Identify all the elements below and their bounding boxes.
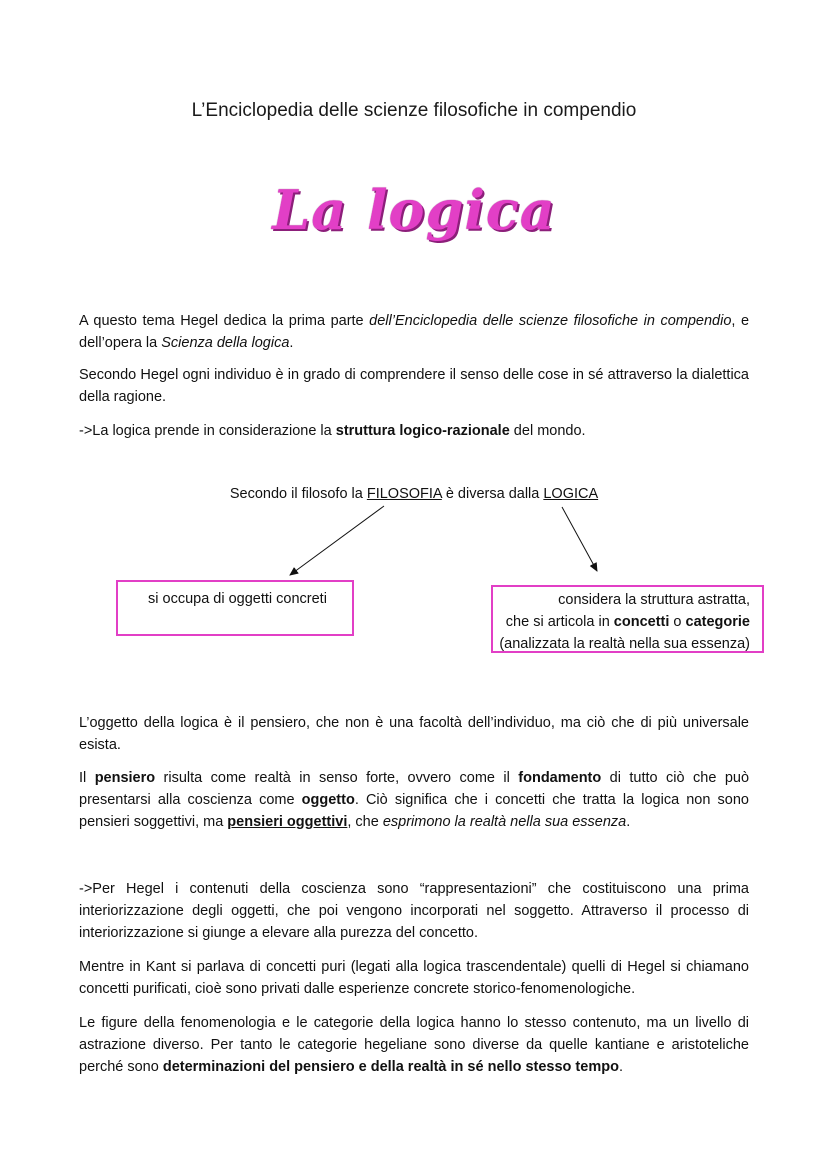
text-run: che si articola in bbox=[505, 614, 614, 630]
text-run: Il bbox=[79, 770, 95, 786]
logica-box-line-1: considera la struttura astratta, bbox=[558, 592, 750, 608]
body-paragraph-1: L’oggetto della logica è il pensiero, che non è una facoltà dell’individuo, ma ciò che di più universale esista. bbox=[79, 715, 749, 753]
logica-box-line-2 bbox=[497, 611, 750, 633]
body-paragraph-4: Mentre in Kant si parlava di concetti puri (legati alla logica trascendentale) quelli di Hegel si chiamano concetti purificati, cioè sono privati dalle esperienze concrete storico-fenomenologiche. bbox=[79, 959, 749, 997]
body-paragraph-3: ->Per Hegel i contenuti della coscienza sono “rappresentazioni” che costituiscono una prima interiorizzazione degli oggetti, che poi vengono incorporati nel soggetto. Attraverso il processo di interiorizzazione si giunge a elevare alla purezza del concetto. bbox=[79, 881, 749, 941]
text-run: del mondo. bbox=[509, 423, 586, 439]
text-run: , che bbox=[347, 814, 383, 830]
filosofia-term: FILOSOFIA bbox=[366, 486, 442, 502]
intro-paragraph-3 bbox=[79, 420, 749, 442]
text-run: o bbox=[669, 614, 686, 630]
bold-underlined-run: pensieri oggettivi bbox=[227, 814, 348, 830]
document-title: L’Enciclopedia delle scienze filosofiche in compendio bbox=[191, 100, 637, 121]
hero-title: La logica bbox=[272, 178, 556, 242]
intro-paragraph-1 bbox=[79, 310, 749, 354]
logica-box-line-3: (analizzata la realtà nella sua essenza) bbox=[499, 636, 750, 652]
text-run: , e dell’opera la bbox=[79, 313, 750, 351]
intro-paragraph-2: Secondo Hegel ogni individuo è in grado di comprendere il senso delle cose in sé attraverso la dialettica della ragione. bbox=[79, 367, 749, 405]
bold-run: oggetto bbox=[301, 792, 355, 808]
logica-term: LOGICA bbox=[543, 486, 599, 502]
italic-run: Scienza della logica bbox=[161, 335, 290, 351]
text-run: Secondo il filosofo la bbox=[229, 486, 367, 502]
text-run: A questo tema Hegel dedica la prima parte bbox=[79, 313, 370, 329]
italic-run: esprimono la realtà nella sua essenza bbox=[382, 814, 627, 830]
bold-run: determinazioni del pensiero e della realtà in sé nello stesso tempo bbox=[162, 1059, 619, 1075]
body-paragraph-5 bbox=[79, 1012, 749, 1078]
bold-run: struttura logico-razionale bbox=[335, 423, 510, 439]
text-run: Le figure della fenomenologia e le categorie della logica hanno lo stesso contenuto, ma un livello di astrazione diverso. Per tanto le categorie hegeliane sono diverse da quelle kantiane e aristoteliche perché sono bbox=[79, 1015, 749, 1075]
diagram-heading bbox=[0, 486, 828, 502]
arrow-logica bbox=[562, 507, 597, 571]
filosofia-box bbox=[116, 580, 354, 636]
bold-run: fondamento bbox=[518, 770, 602, 786]
filosofia-box-text: si occupa di oggetti concreti bbox=[148, 591, 327, 607]
text-run: . bbox=[289, 335, 294, 351]
arrow-filosofia bbox=[290, 506, 384, 575]
text-run: risulta come realtà in senso forte, ovvero come il bbox=[155, 770, 519, 786]
bold-run: pensiero bbox=[94, 770, 156, 786]
body-paragraph-2 bbox=[79, 767, 749, 833]
bold-run: categorie bbox=[685, 614, 750, 630]
text-run: di tutto ciò che può presentarsi alla coscienza come bbox=[79, 770, 750, 808]
text-run: è diversa dalla bbox=[441, 486, 544, 502]
text-run: . bbox=[618, 1059, 623, 1075]
logica-box bbox=[491, 585, 764, 653]
text-run: . bbox=[626, 814, 631, 830]
italic-run: dell’Enciclopedia delle scienze filosofiche in compendio bbox=[369, 313, 732, 329]
text-run: . Ciò significa che i concetti che tratta la logica non sono pensieri soggettivi, ma bbox=[79, 792, 749, 830]
bold-run: concetti bbox=[613, 614, 670, 630]
text-run: ->La logica prende in considerazione la bbox=[79, 423, 336, 439]
